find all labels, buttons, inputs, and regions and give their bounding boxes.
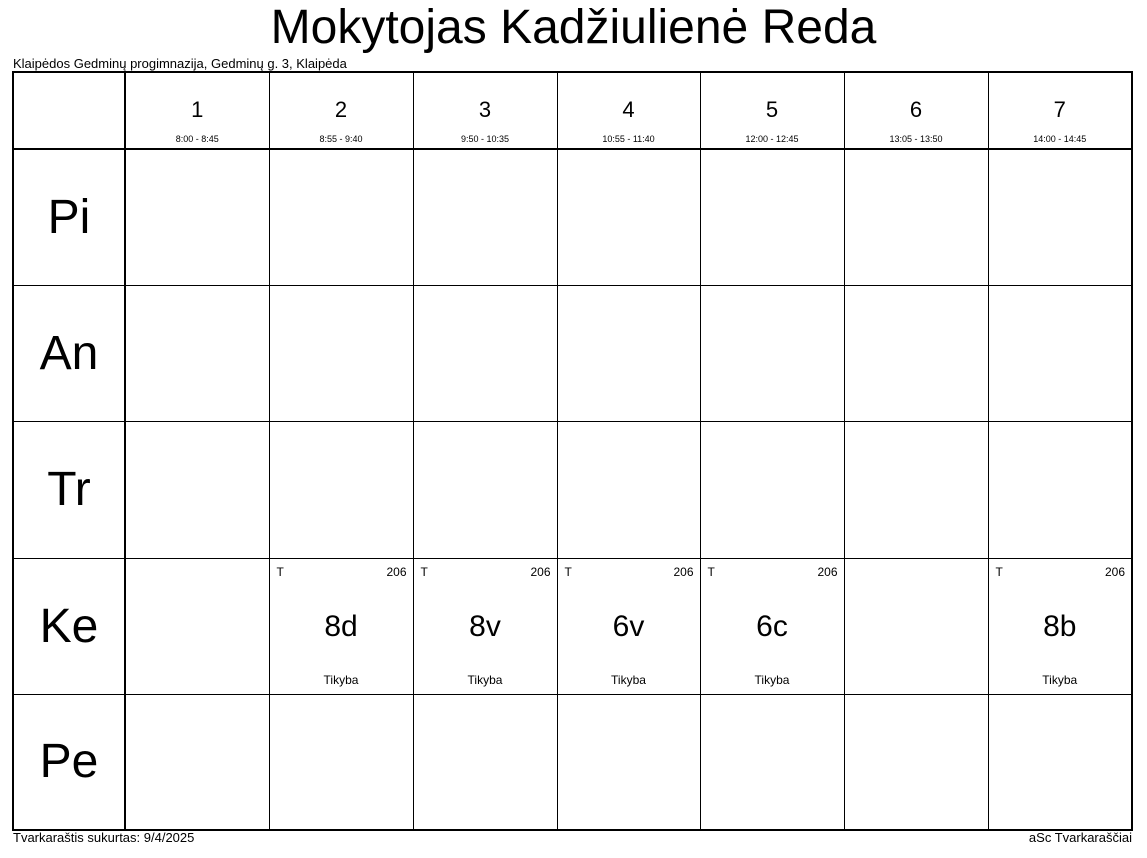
lesson-class: 8v bbox=[469, 609, 501, 643]
empty-cell bbox=[125, 694, 269, 830]
empty-cell bbox=[844, 285, 988, 421]
empty-cell bbox=[844, 421, 988, 558]
period-time: 8:00 - 8:45 bbox=[175, 134, 219, 144]
period-number: 5 bbox=[765, 97, 779, 122]
period-header-7 bbox=[988, 72, 1132, 149]
lesson-tag: T bbox=[564, 564, 572, 579]
empty-cell bbox=[125, 558, 269, 694]
day-row-an bbox=[13, 285, 1132, 421]
period-number: 2 bbox=[334, 97, 348, 122]
lesson-subject: Tikyba bbox=[754, 672, 790, 687]
period-header-3 bbox=[413, 72, 557, 149]
empty-cell bbox=[125, 149, 269, 285]
period-number: 3 bbox=[478, 97, 492, 122]
period-time: 8:55 - 9:40 bbox=[319, 134, 363, 144]
lesson-cell[interactable] bbox=[557, 558, 700, 694]
empty-cell bbox=[988, 694, 1132, 830]
empty-cell bbox=[413, 285, 557, 421]
empty-cell bbox=[125, 421, 269, 558]
period-time: 12:00 - 12:45 bbox=[745, 134, 799, 144]
day-row-pi bbox=[13, 149, 1132, 285]
empty-cell bbox=[988, 421, 1132, 558]
empty-cell bbox=[844, 694, 988, 830]
empty-cell bbox=[413, 149, 557, 285]
lesson-subject: Tikyba bbox=[323, 672, 359, 687]
lesson-tag: T bbox=[995, 564, 1003, 579]
day-row-tr bbox=[13, 421, 1132, 558]
empty-cell bbox=[413, 421, 557, 558]
empty-cell bbox=[269, 421, 413, 558]
period-header-2 bbox=[269, 72, 413, 149]
lesson-class: 8d bbox=[324, 609, 358, 643]
timetable-grid bbox=[12, 71, 1133, 831]
period-time: 14:00 - 14:45 bbox=[1033, 134, 1087, 144]
lesson-room: 206 bbox=[1104, 564, 1125, 579]
empty-cell bbox=[700, 421, 844, 558]
empty-cell bbox=[413, 694, 557, 830]
day-row-pe bbox=[13, 694, 1132, 830]
lesson-cell[interactable] bbox=[700, 558, 844, 694]
day-label: An bbox=[13, 285, 125, 421]
empty-cell bbox=[557, 694, 700, 830]
lesson-cell[interactable] bbox=[269, 558, 413, 694]
period-time: 9:50 - 10:35 bbox=[460, 134, 510, 144]
lesson-class: 6v bbox=[612, 609, 645, 643]
period-number: 6 bbox=[909, 97, 923, 122]
lesson-room: 206 bbox=[530, 564, 551, 579]
empty-cell bbox=[557, 285, 700, 421]
day-label: Pe bbox=[13, 694, 125, 830]
lesson-class: 8b bbox=[1043, 609, 1077, 643]
empty-cell bbox=[700, 149, 844, 285]
lesson-room: 206 bbox=[673, 564, 694, 579]
period-header-6 bbox=[844, 72, 988, 149]
empty-cell bbox=[125, 285, 269, 421]
period-number: 7 bbox=[1053, 97, 1066, 122]
lesson-cell[interactable] bbox=[413, 558, 557, 694]
lesson-room: 206 bbox=[817, 564, 838, 579]
day-label: Pi bbox=[13, 149, 125, 285]
lesson-class: 6c bbox=[756, 609, 788, 643]
empty-cell bbox=[269, 285, 413, 421]
period-header-4 bbox=[557, 72, 700, 149]
lesson-tag: T bbox=[420, 564, 428, 579]
day-label: Tr bbox=[13, 421, 125, 558]
empty-cell bbox=[557, 149, 700, 285]
lesson-tag: T bbox=[276, 564, 284, 579]
empty-cell bbox=[844, 149, 988, 285]
lesson-subject: Tikyba bbox=[611, 672, 646, 687]
empty-cell bbox=[557, 421, 700, 558]
lesson-room: 206 bbox=[386, 564, 407, 579]
empty-cell bbox=[269, 149, 413, 285]
period-header-5 bbox=[700, 72, 844, 149]
school-address: Klaipėdos Gedminų progimnazija, Gedminų g. 3, Klaipėda bbox=[13, 56, 347, 71]
empty-cell bbox=[844, 558, 988, 694]
period-number: 4 bbox=[622, 97, 635, 122]
period-time: 10:55 - 11:40 bbox=[602, 134, 655, 144]
lesson-tag: T bbox=[707, 564, 715, 579]
period-number: 1 bbox=[191, 97, 204, 122]
lesson-subject: Tikyba bbox=[1042, 672, 1078, 687]
empty-cell bbox=[700, 694, 844, 830]
page-title: Mokytojas Kadžiulienė Reda bbox=[270, 1, 877, 54]
generator-brand: aSc Tvarkaraščiai bbox=[1028, 830, 1132, 845]
empty-cell bbox=[269, 694, 413, 830]
created-date: Tvarkaraštis sukurtas: 9/4/2025 bbox=[13, 830, 195, 845]
lesson-subject: Tikyba bbox=[467, 672, 503, 687]
period-time: 13:05 - 13:50 bbox=[889, 134, 943, 144]
lesson-cell[interactable] bbox=[988, 558, 1132, 694]
day-label: Ke bbox=[13, 558, 125, 694]
day-row-ke bbox=[13, 558, 1132, 694]
empty-cell bbox=[988, 285, 1132, 421]
empty-cell bbox=[700, 285, 844, 421]
period-header-row bbox=[13, 72, 1132, 149]
empty-cell bbox=[988, 149, 1132, 285]
corner-cell bbox=[13, 72, 125, 149]
period-header-1 bbox=[125, 72, 269, 149]
